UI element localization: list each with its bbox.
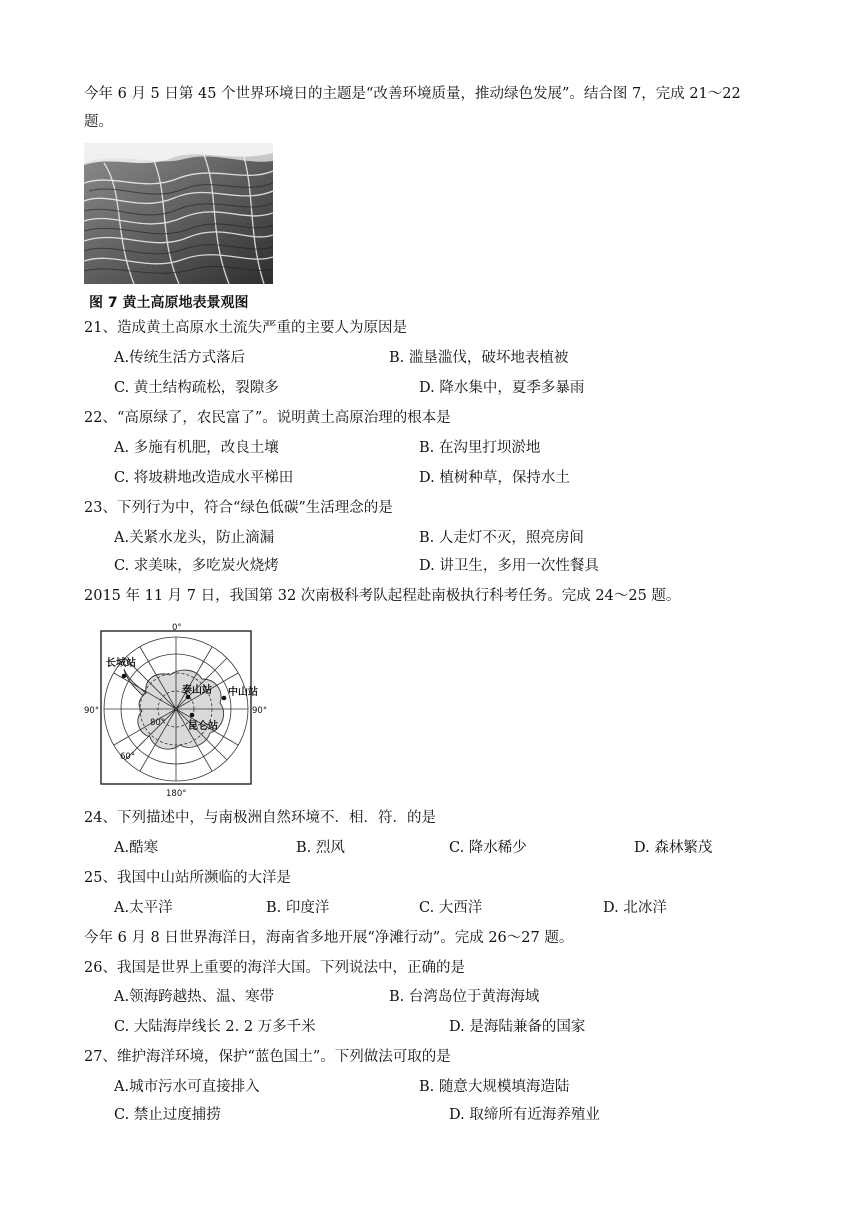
question-21-stem: 21、造成黄土高原水土流失严重的主要人为原因是 — [84, 320, 407, 336]
q26-option-a: A.领海跨越热、温、寒带 — [114, 989, 275, 1005]
q27-option-b: B. 随意大规模填海造陆 — [419, 1079, 570, 1095]
loess-plateau-photo — [84, 143, 273, 284]
q21-option-c: C. 黄土结构疏松，裂隙多 — [114, 380, 279, 396]
figure-caption: 图 7 黄土高原地表景观图 — [89, 295, 249, 311]
q23-option-a: A.关紧水龙头，防止滴漏 — [114, 530, 275, 546]
q27-option-c: C. 禁止过度捕捞 — [114, 1107, 221, 1123]
q25-option-b: B. 印度洋 — [266, 900, 330, 916]
q23-option-b: B. 人走灯不灭，照亮房间 — [419, 530, 584, 546]
q24-option-c: C. 降水稀少 — [449, 840, 527, 856]
question-27-stem: 27、维护海洋环境，保护“蓝色国土”。下列做法可取的是 — [84, 1049, 451, 1065]
map-label-90-right: 90° — [252, 706, 268, 716]
question-25-stem: 25、我国中山站所濒临的大洋是 — [84, 870, 291, 886]
map-label-60: 60° — [120, 752, 136, 762]
q25-option-c: C. 大西洋 — [419, 900, 483, 916]
q21-option-b: B. 滥垦滥伐，破坏地表植被 — [389, 350, 569, 366]
question-24-stem: 24、下列描述中，与南极洲自然环境不．相．符．的是 — [84, 810, 436, 826]
q25-option-d: D. 北冰洋 — [603, 900, 667, 916]
question-22-stem: 22、“高原绿了，农民富了”。说明黄土高原治理的根本是 — [84, 410, 451, 426]
question-23-stem: 23、下列行为中，符合“绿色低碳”生活理念的是 — [84, 500, 393, 516]
q23-option-d: D. 讲卫生，多用一次性餐具 — [419, 558, 599, 574]
q21-option-a: A.传统生活方式落后 — [114, 350, 246, 366]
q24-option-a: A.酷寒 — [114, 840, 159, 856]
q22-option-a: A. 多施有机肥，改良土壤 — [114, 440, 279, 456]
q24-option-b: B. 烈风 — [296, 840, 345, 856]
q25-option-a: A.太平洋 — [114, 900, 173, 916]
q26-option-c: C. 大陆海岸线长 2. 2 万多千米 — [114, 1019, 316, 1035]
intro-text-3: 今年 6 月 8 日世界海洋日，海南省多地开展“净滩行动”。完成 26～27 题。 — [84, 930, 574, 946]
map-label-90-left: 90° — [84, 706, 100, 716]
q22-option-b: B. 在沟里打坝淤地 — [419, 440, 541, 456]
map-station-zhongshan: 中山站 — [228, 687, 258, 698]
map-station-kunlun: 昆仑站 — [188, 721, 218, 732]
q24-option-d: D. 森林繁茂 — [634, 840, 713, 856]
map-label-80: 80° — [150, 718, 166, 728]
question-26-stem: 26、我国是世界上重要的海洋大国。下列说法中，正确的是 — [84, 960, 465, 976]
map-station-changcheng: 长城站 — [106, 658, 136, 669]
q22-option-c: C. 将坡耕地改造成水平梯田 — [114, 470, 294, 486]
q21-option-d: D. 降水集中，夏季多暴雨 — [419, 380, 585, 396]
map-label-180: 180° — [166, 789, 187, 799]
q27-option-d: D. 取缔所有近海养殖业 — [449, 1107, 600, 1123]
q23-option-c: C. 求美味，多吃炭火烧烤 — [114, 558, 279, 574]
antarctica-polar-map — [84, 621, 270, 799]
q26-option-d: D. 是海陆兼备的国家 — [449, 1019, 586, 1035]
map-station-taishan: 泰山站 — [182, 685, 212, 696]
q22-option-d: D. 植树种草，保持水土 — [419, 470, 570, 486]
q26-option-b: B. 台湾岛位于黄海海域 — [389, 989, 540, 1005]
intro-text-line1: 今年 6 月 5 日第 45 个世界环境日的主题是“改善环境质量，推动绿色发展”。结合图 7，完成 21～22 — [84, 86, 741, 102]
map-label-0: 0° — [172, 623, 182, 633]
intro-text-line2: 题。 — [84, 114, 113, 130]
intro-text-2: 2015 年 11 月 7 日，我国第 32 次南极科考队起程赴南极执行科考任务。完成 24～25 题。 — [84, 588, 681, 604]
q27-option-a: A.城市污水可直接排入 — [114, 1079, 260, 1095]
